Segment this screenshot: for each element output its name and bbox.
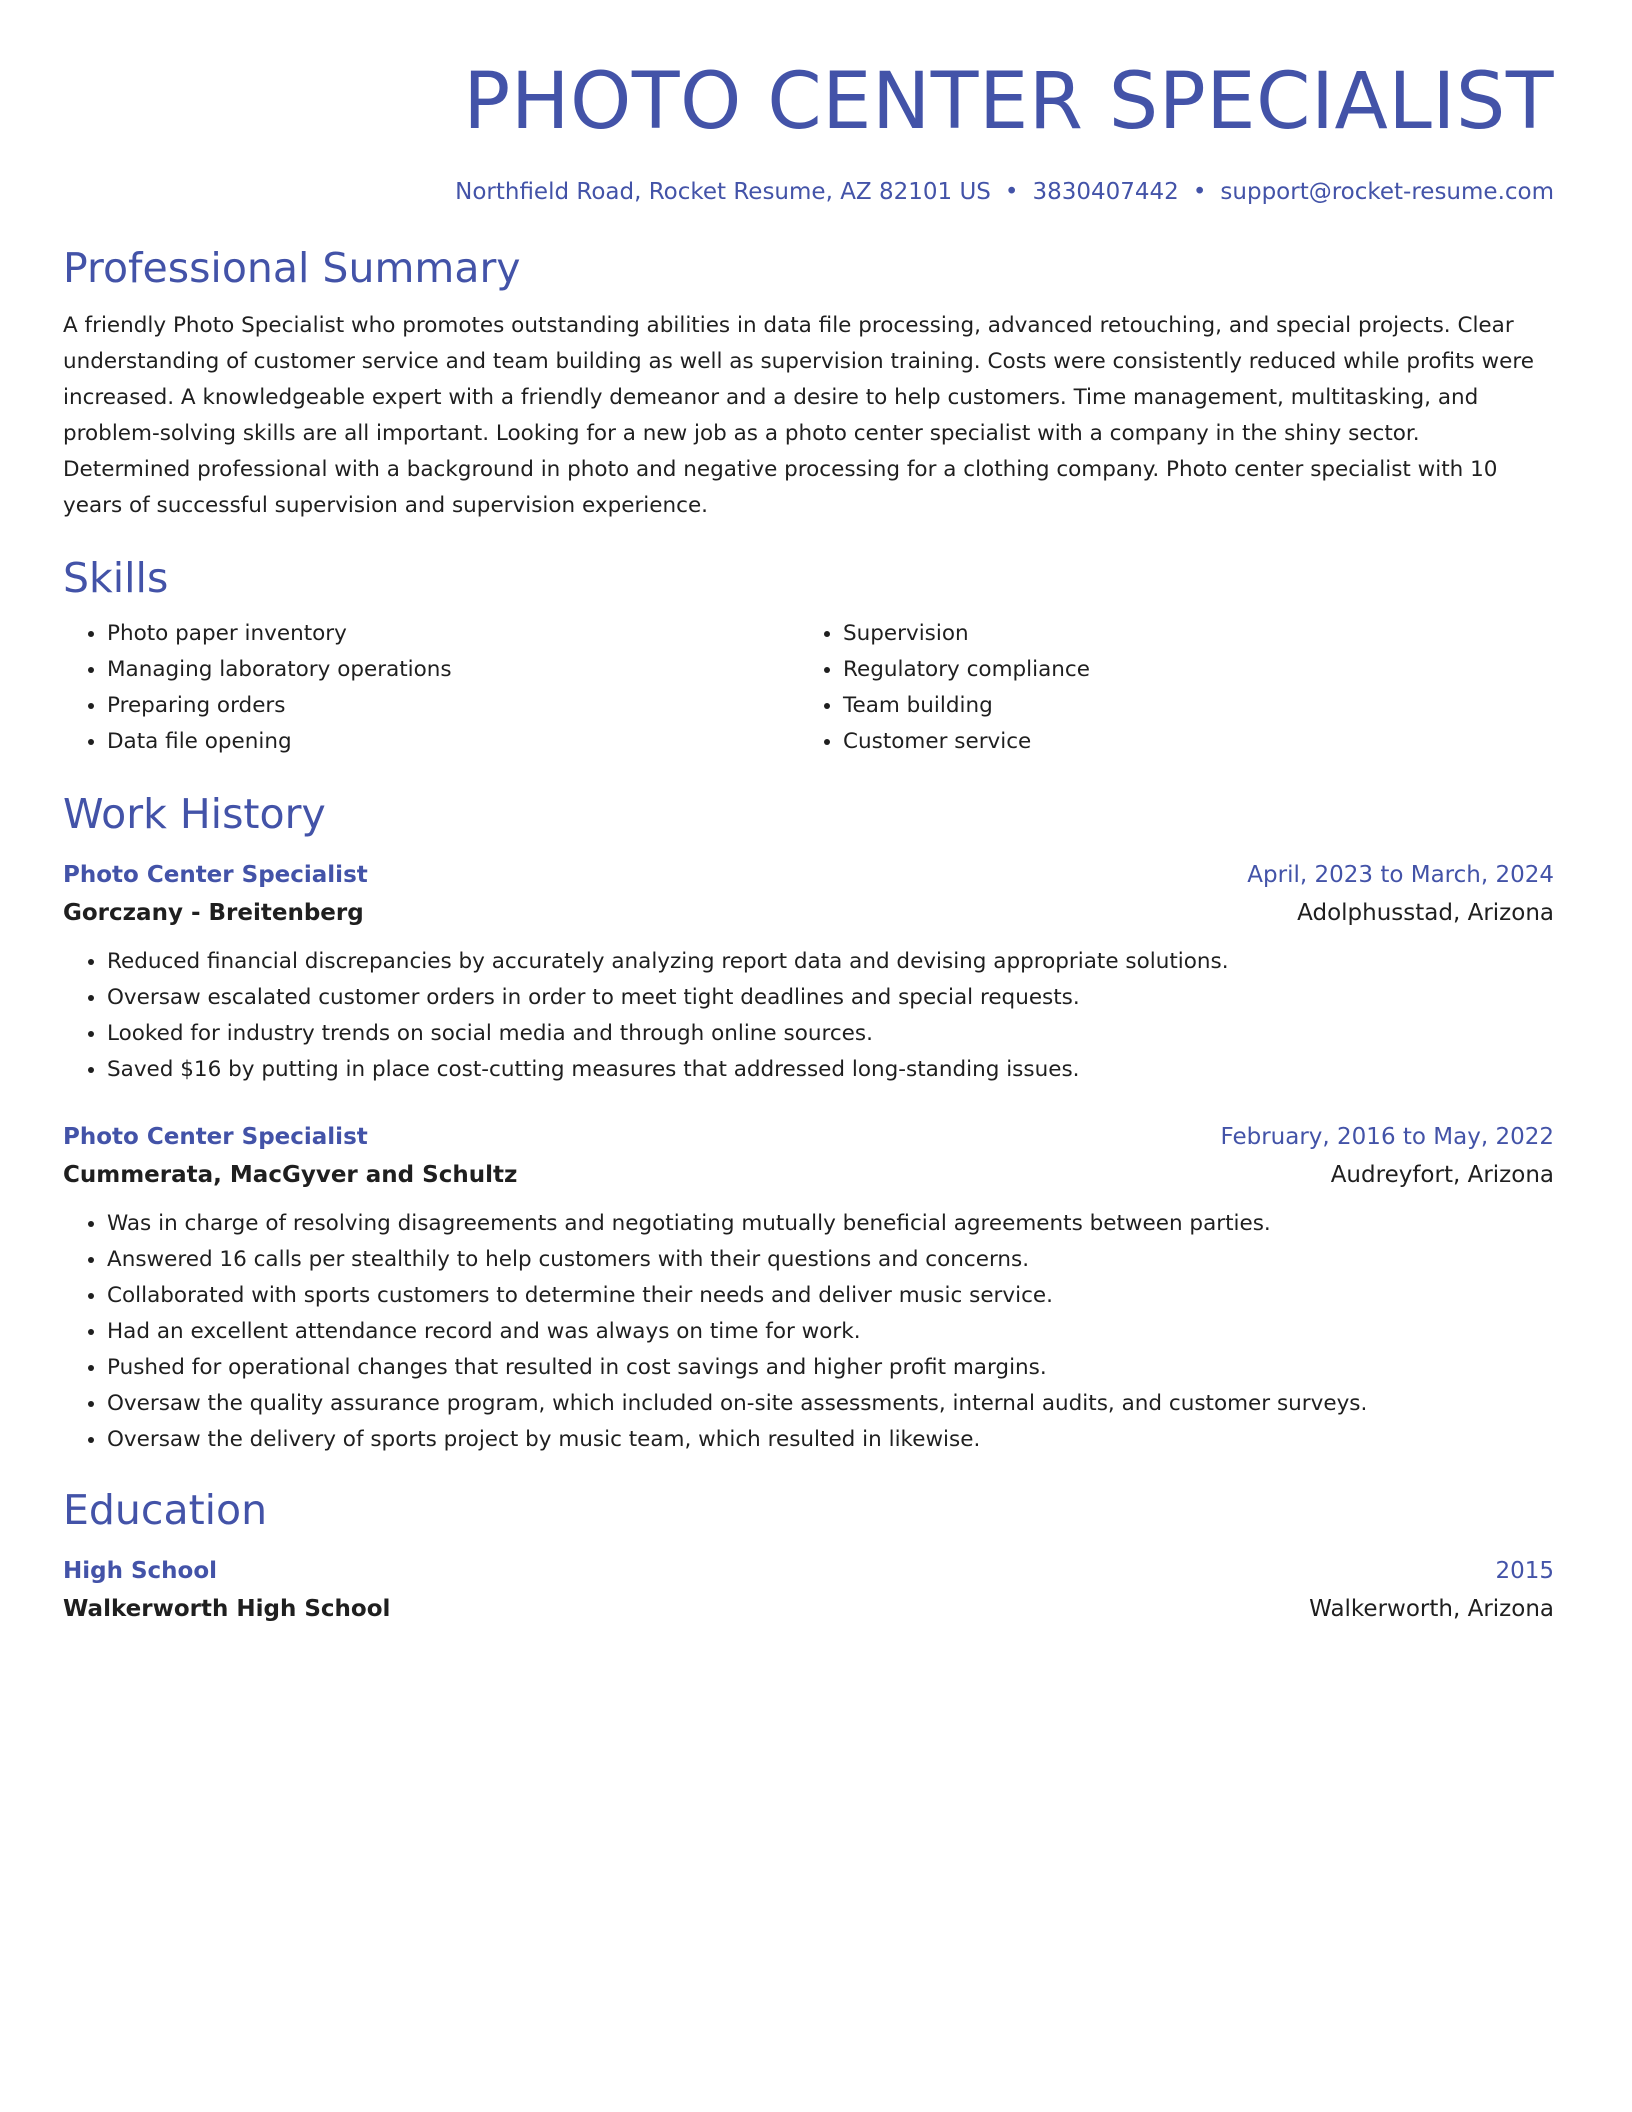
job-bullets <box>63 944 1554 1088</box>
job-dates: April, 2023 to March, 2024 <box>1247 862 1554 888</box>
job-bullet: • Pushed for operational changes that resulted in cost savings and higher profit margins. <box>107 1350 1554 1386</box>
skill-item: • Supervision <box>843 616 1535 652</box>
skill-item: • Preparing orders <box>107 688 799 724</box>
job-location: Adolphusstad, Arizona <box>1297 900 1554 926</box>
section-title-skills: Skills <box>63 554 169 602</box>
job-bullet: • Oversaw escalated customer orders in order to meet tight deadlines and special requests. <box>107 980 1554 1016</box>
resume-page <box>63 52 1554 1628</box>
skill-item: • Customer service <box>843 724 1535 760</box>
education-location: Walkerworth, Arizona <box>1309 1596 1554 1622</box>
skill-item: • Team building <box>843 688 1535 724</box>
skill-item: • Photo paper inventory <box>107 616 799 652</box>
summary-text: A friendly Photo Specialist who promotes outstanding abilities in data file processing, advanced retouching, and special projects. Clear understanding of customer service and team building as well as supervision training. Costs were consistently reduced while profits were increased. A knowledgeable expert with a friendly demeanor and a desire to help customers. Time management, multitasking, and problem-solving skills are all important. Looking for a new job as a photo center specialist with a company in the shiny sector. Determined professional with a background in photo and negative processing for a clothing company. Photo center specialist with 10 years of successful supervision and supervision experience. <box>63 313 1534 518</box>
contact-address: Northfield Road, Rocket Resume, AZ 82101 US <box>455 179 991 205</box>
education-degree: High School <box>63 1558 218 1584</box>
separator-dot: • <box>1004 179 1019 205</box>
contact-line <box>63 176 1554 208</box>
job-bullet: • Saved $16 by putting in place cost-cutting measures that addressed long-standing issues. <box>107 1052 1554 1088</box>
job-bullet: • Answered 16 calls per stealthily to help customers with their questions and concerns. <box>107 1242 1554 1278</box>
job-role: Photo Center Specialist <box>63 862 368 888</box>
skills-column-right <box>799 616 1535 760</box>
education-school: Walkerworth High School <box>63 1596 391 1622</box>
job-bullet: • Oversaw the delivery of sports project by music team, which resulted in likewise. <box>107 1422 1554 1458</box>
job-bullet: • Was in charge of resolving disagreements and negotiating mutually beneficial agreements between parties. <box>107 1206 1554 1242</box>
job-location: Audreyfort, Arizona <box>1330 1162 1554 1188</box>
job-bullet: • Collaborated with sports customers to determine their needs and deliver music service. <box>107 1278 1554 1314</box>
education-entry <box>63 1552 1554 1628</box>
candidate-title: PHOTO CENTER SPECIALIST <box>463 57 1554 147</box>
job-bullet: • Looked for industry trends on social media and through online sources. <box>107 1016 1554 1052</box>
job-bullets <box>63 1206 1554 1458</box>
job-role: Photo Center Specialist <box>63 1124 368 1150</box>
skills-list <box>63 616 1554 760</box>
skill-item: • Managing laboratory operations <box>107 652 799 688</box>
section-title-work-history: Work History <box>63 790 326 838</box>
separator-dot: • <box>1192 179 1207 205</box>
education-year: 2015 <box>1495 1558 1554 1584</box>
skill-item: • Regulatory compliance <box>843 652 1535 688</box>
job-bullet: • Had an excellent attendance record and was always on time for work. <box>107 1314 1554 1350</box>
skills-column-left <box>63 616 799 760</box>
job-company: Gorczany - Breitenberg <box>63 900 364 926</box>
skill-item: • Data file opening <box>107 724 799 760</box>
job-entry <box>63 856 1554 1088</box>
job-bullet: • Oversaw the quality assurance program, which included on-site assessments, internal audits, and customer surveys. <box>107 1386 1554 1422</box>
section-title-summary: Professional Summary <box>63 244 521 292</box>
job-entry <box>63 1118 1554 1458</box>
contact-phone: 3830407442 <box>1032 179 1179 205</box>
section-title-education: Education <box>63 1486 268 1534</box>
job-dates: February, 2016 to May, 2022 <box>1220 1124 1554 1150</box>
job-company: Cummerata, MacGyver and Schultz <box>63 1162 518 1188</box>
job-bullet: • Reduced financial discrepancies by accurately analyzing report data and devising appropriate solutions. <box>107 944 1554 980</box>
contact-email: support@rocket-resume.com <box>1220 179 1554 205</box>
